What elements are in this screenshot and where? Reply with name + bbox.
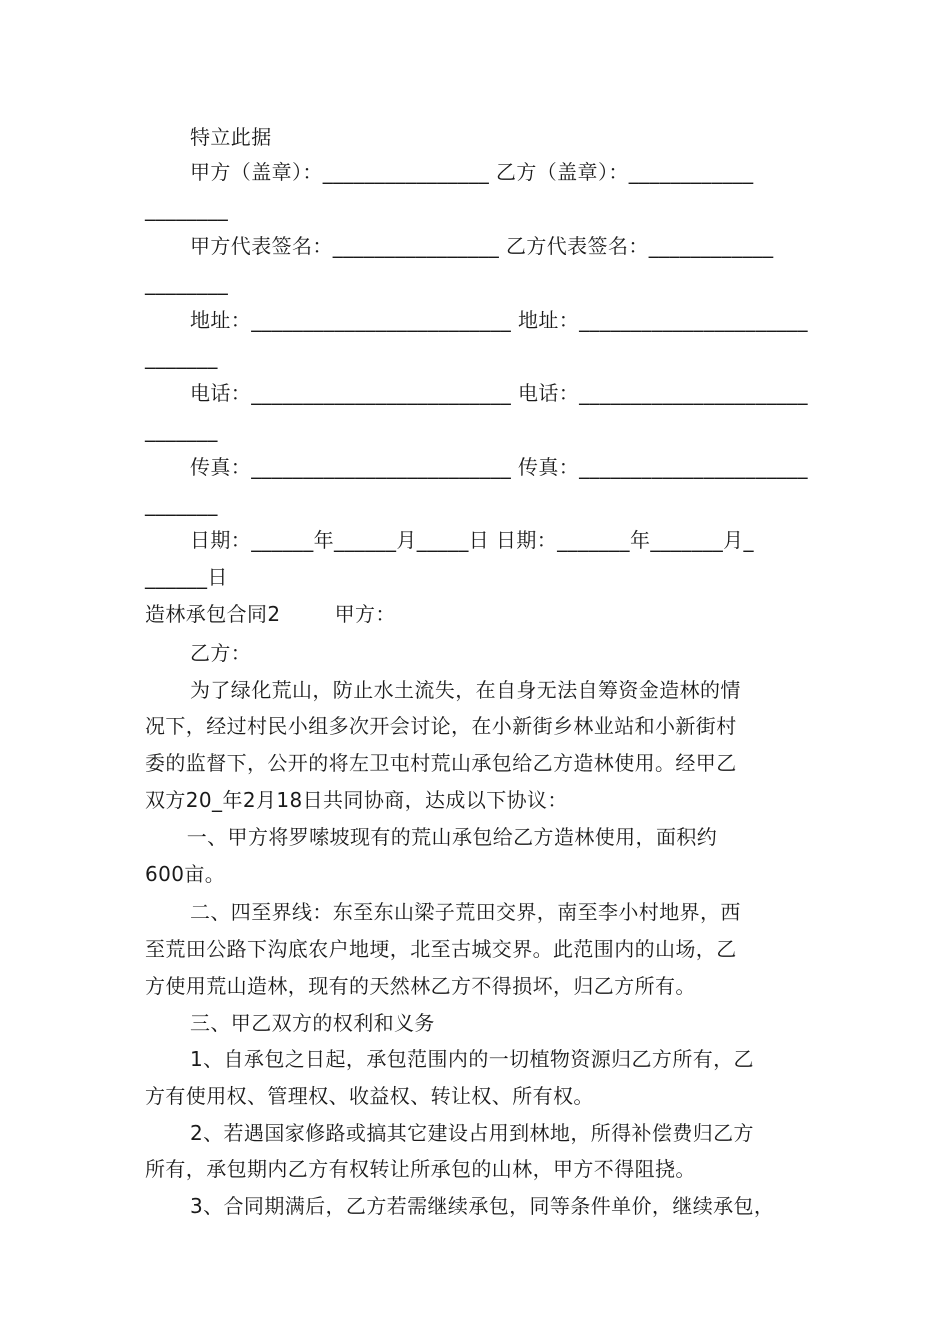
preamble-line-3: 委的监督下，公开的将左卫屯村荒山承包给乙方造林使用。经甲乙 xyxy=(145,751,737,775)
preamble-line-2: 况下，经过村民小组多次开会讨论，在小新街乡林业站和小新街村 xyxy=(145,714,737,738)
contract-title: 造林承包合同2 甲方： xyxy=(145,602,396,626)
fax-line: 传真：_________________________ 传真：______________________ xyxy=(190,455,808,479)
date-line: 日期：______年______月_____日 日期：_______年_______月_ xyxy=(190,528,754,552)
representative-signature-line: 甲方代表签名：________________ 乙方代表签名：____________ xyxy=(190,234,774,258)
closing-phrase: 特立此据 xyxy=(190,125,272,149)
preamble-line-1: 为了绿化荒山，防止水土流失，在自身无法自筹资金造林的情 xyxy=(190,678,741,702)
clause-3-3-line-1: 3、合同期满后，乙方若需继续承包，同等条件单价，继续承包， xyxy=(190,1194,775,1218)
clause-3-2-line-1: 2、若遇国家修路或搞其它建设占用到林地，所得补偿费归乙方 xyxy=(190,1121,754,1145)
preamble-line-4: 双方20_年2月18日共同协商，达成以下协议： xyxy=(145,788,568,812)
address-line-continuation: _______ xyxy=(145,345,218,369)
clause-1-line-2: 600亩。 xyxy=(145,862,226,886)
clause-3-2-line-2: 所有，承包期内乙方有权转让所承包的山林，甲方不得阻挠。 xyxy=(145,1157,696,1181)
clause-3-1-line-2: 方有使用权、管理权、收益权、转让权、所有权。 xyxy=(145,1084,594,1108)
clause-3-1-line-1: 1、自承包之日起，承包范围内的一切植物资源归乙方所有，乙 xyxy=(190,1047,754,1071)
clause-1-line-1: 一、甲方将罗嗦坡现有的荒山承包给乙方造林使用，面积约 xyxy=(180,825,718,849)
date-line-continuation: ______日 xyxy=(145,565,228,589)
fax-line-continuation: _______ xyxy=(145,492,218,516)
party-b-label: 乙方： xyxy=(190,641,252,665)
phone-line: 电话：_________________________ 电话：______________________ xyxy=(190,381,808,405)
address-line: 地址：_________________________ 地址：______________________ xyxy=(190,308,808,332)
clause-2-line-3: 方使用荒山造林，现有的天然林乙方不得损坏，归乙方所有。 xyxy=(145,974,696,998)
clause-2-line-2: 至荒田公路下沟底农户地埂，北至古城交界。此范围内的山场，乙 xyxy=(145,937,737,961)
representative-signature-continuation: ________ xyxy=(145,271,229,295)
phone-line-continuation: _______ xyxy=(145,418,218,442)
seal-line-continuation: ________ xyxy=(145,197,229,221)
clause-3-heading: 三、甲乙双方的权利和义务 xyxy=(190,1011,435,1035)
clause-2-line-1: 二、四至界线：东至东山梁子荒田交界，南至李小村地界，西 xyxy=(190,900,741,924)
seal-line: 甲方（盖章）：________________ 乙方（盖章）：____________ xyxy=(190,160,754,184)
